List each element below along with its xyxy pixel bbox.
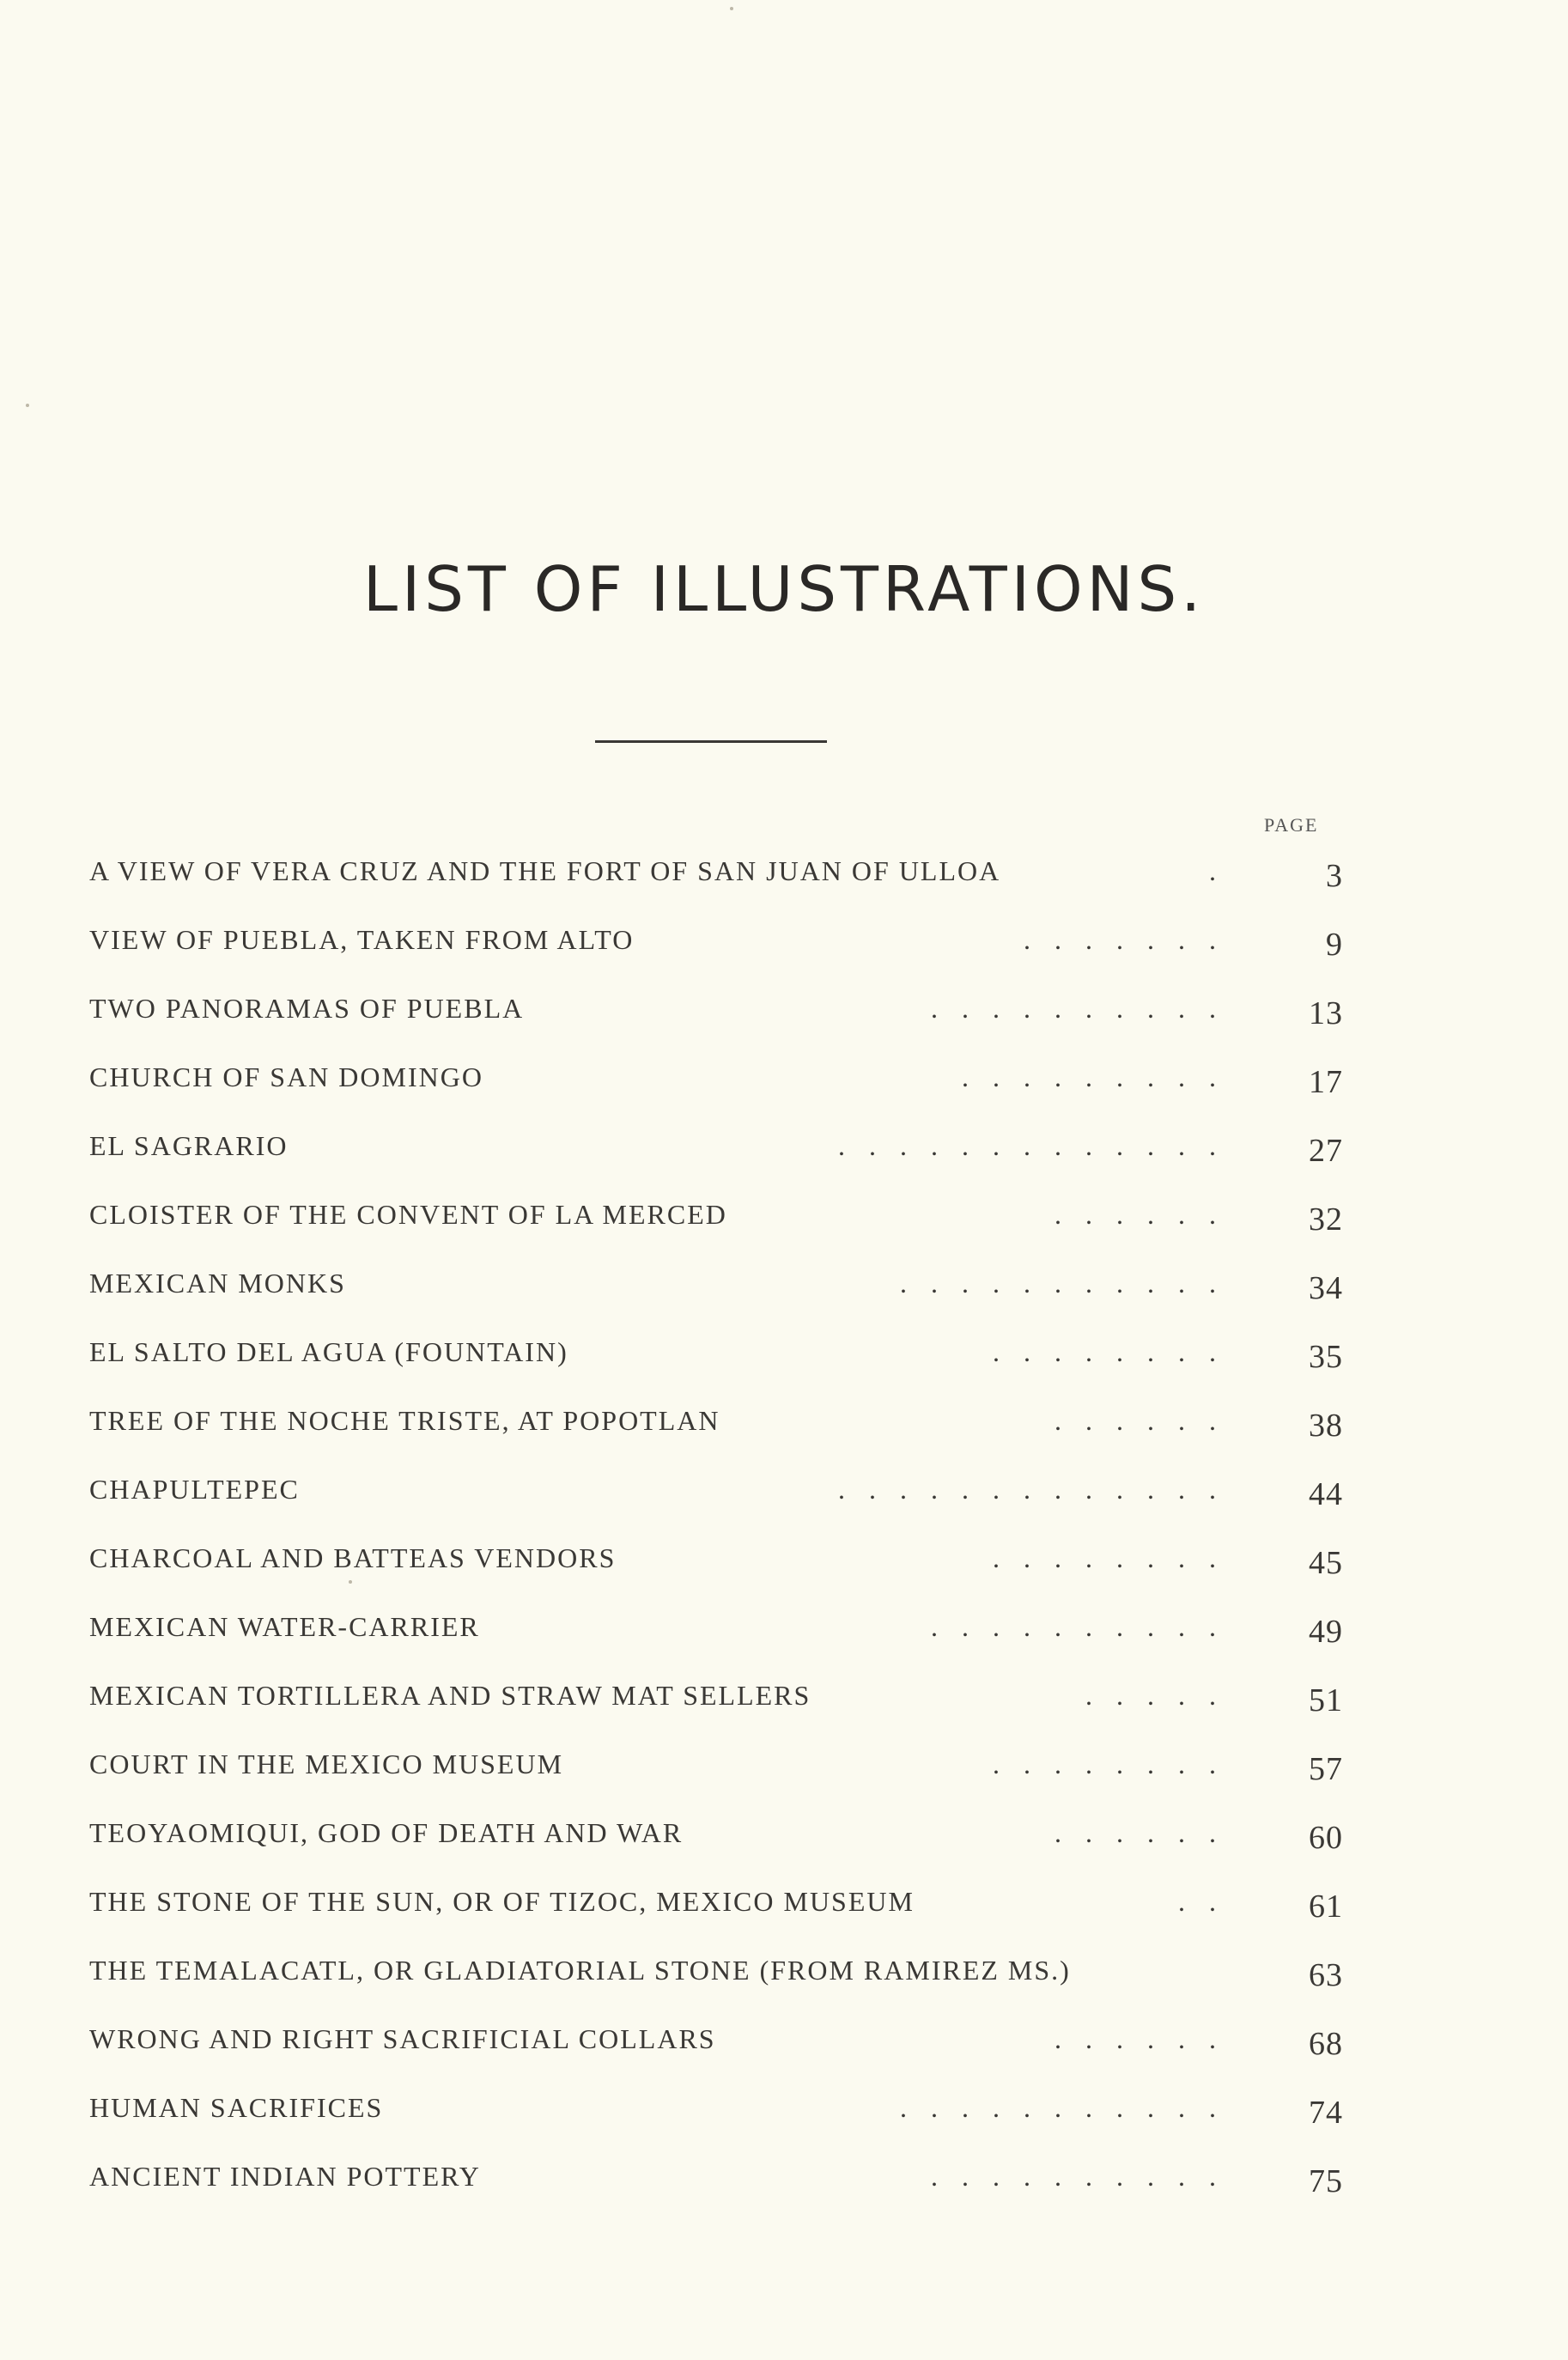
entry-page: 51 — [1309, 1682, 1343, 1718]
entry-page: 63 — [1309, 1957, 1343, 1993]
entry-title: TREE OF THE NOCHE TRISTE, AT POPOTLAN — [89, 1405, 720, 1436]
dot-leader: ......... — [962, 1061, 1240, 1092]
list-item — [89, 1262, 1343, 1331]
dot-leader: ...... — [1054, 1405, 1240, 1436]
entry-page: 3 — [1326, 858, 1343, 894]
list-item — [89, 919, 1343, 988]
list-item — [89, 850, 1343, 919]
dot-leader: ........... — [900, 2092, 1240, 2123]
list-item — [89, 1812, 1343, 1881]
dot-leader: ............. — [838, 1130, 1240, 1161]
paper-speck — [730, 7, 733, 10]
entry-title: TWO PANORAMAS OF PUEBLA — [89, 993, 525, 1024]
entry-title: CLOISTER OF THE CONVENT OF LA MERCED — [89, 1199, 727, 1230]
list-item — [89, 1881, 1343, 1949]
entry-title: MEXICAN TORTILLERA AND STRAW MAT SELLERS — [89, 1680, 811, 1711]
entry-title: THE STONE OF THE SUN, OR OF TIZOC, MEXICO MUSEUM — [89, 1886, 915, 1917]
entry-page: 61 — [1309, 1889, 1343, 1925]
entry-title: ANCIENT INDIAN POTTERY — [89, 2161, 481, 2192]
dot-leader: ...... — [1054, 1817, 1240, 1848]
list-item — [89, 2156, 1343, 2224]
entry-title: HUMAN SACRIFICES — [89, 2092, 384, 2123]
entry-page: 35 — [1309, 1339, 1343, 1375]
dot-leader: ...... — [1054, 1199, 1240, 1230]
entry-title: MEXICAN WATER-CARRIER — [89, 1611, 480, 1642]
entry-title: MEXICAN MONKS — [89, 1268, 346, 1299]
list-item — [89, 1056, 1343, 1125]
dot-leader: ............. — [838, 1474, 1240, 1505]
list-item — [89, 2087, 1343, 2156]
list-item — [89, 2018, 1343, 2087]
entry-title: CHAPULTEPEC — [89, 1474, 300, 1505]
dot-leader: .......... — [931, 2161, 1240, 2192]
page-title: LIST OF ILLUSTRATIONS. — [362, 553, 1206, 625]
entry-page: 44 — [1309, 1476, 1343, 1512]
page-column-header: PAGE — [1264, 814, 1319, 836]
entry-title: EL SAGRARIO — [89, 1130, 289, 1161]
dot-leader: ........ — [993, 1542, 1240, 1573]
entry-title: TEOYAOMIQUI, GOD OF DEATH AND WAR — [89, 1817, 684, 1848]
list-item — [89, 1606, 1343, 1675]
entry-page: 13 — [1309, 995, 1343, 1031]
entry-page: 38 — [1309, 1408, 1343, 1444]
list-item — [89, 1949, 1343, 2018]
entry-page: 57 — [1309, 1751, 1343, 1787]
entry-page: 74 — [1309, 2095, 1343, 2131]
dot-leader: ..... — [1085, 1680, 1240, 1711]
entry-title: WRONG AND RIGHT SACRIFICIAL COLLARS — [89, 2023, 716, 2054]
dot-leader: ........ — [993, 1749, 1240, 1779]
entry-title: CHARCOAL AND BATTEAS VENDORS — [89, 1542, 617, 1573]
entry-page: 9 — [1326, 927, 1343, 963]
list-item — [89, 1675, 1343, 1743]
entry-page: 32 — [1309, 1201, 1343, 1238]
title-rule — [595, 740, 827, 743]
entry-page: 49 — [1309, 1614, 1343, 1650]
dot-leader: ....... — [1024, 924, 1240, 955]
list-item — [89, 1469, 1343, 1537]
dot-leader: ........... — [900, 1268, 1240, 1299]
entry-page: 45 — [1309, 1545, 1343, 1581]
entry-title: VIEW OF PUEBLA, TAKEN FROM ALTO — [89, 924, 635, 955]
entry-title: THE TEMALACATL, OR GLADIATORIAL STONE (FROM RAMIREZ MS.) — [89, 1955, 1071, 1986]
list-item — [89, 1194, 1343, 1262]
entry-page: 68 — [1309, 2026, 1343, 2062]
dot-leader: ........ — [993, 1336, 1240, 1367]
entry-title: COURT IN THE MEXICO MUSEUM — [89, 1749, 564, 1779]
paper-speck — [349, 1580, 352, 1584]
entry-page: 60 — [1309, 1820, 1343, 1856]
dot-leader: . — [1209, 855, 1240, 886]
entry-page: 17 — [1309, 1064, 1343, 1100]
entry-title: CHURCH OF SAN DOMINGO — [89, 1061, 483, 1092]
illustrations-list — [89, 850, 1343, 2224]
dot-leader: .. — [1178, 1886, 1240, 1917]
entry-page: 34 — [1309, 1270, 1343, 1306]
entry-title: A VIEW OF VERA CRUZ AND THE FORT OF SAN JUAN OF ULLOA — [89, 855, 1001, 886]
entry-page: 27 — [1309, 1133, 1343, 1169]
list-item — [89, 1743, 1343, 1812]
list-item — [89, 988, 1343, 1056]
list-item — [89, 1125, 1343, 1194]
paper-speck — [26, 404, 29, 407]
dot-leader: .......... — [931, 1611, 1240, 1642]
entry-page: 75 — [1309, 2163, 1343, 2199]
list-item — [89, 1400, 1343, 1469]
dot-leader: .......... — [931, 993, 1240, 1024]
dot-leader: ...... — [1054, 2023, 1240, 2054]
list-item — [89, 1331, 1343, 1400]
list-item — [89, 1537, 1343, 1606]
entry-title: EL SALTO DEL AGUA (FOUNTAIN) — [89, 1336, 568, 1367]
